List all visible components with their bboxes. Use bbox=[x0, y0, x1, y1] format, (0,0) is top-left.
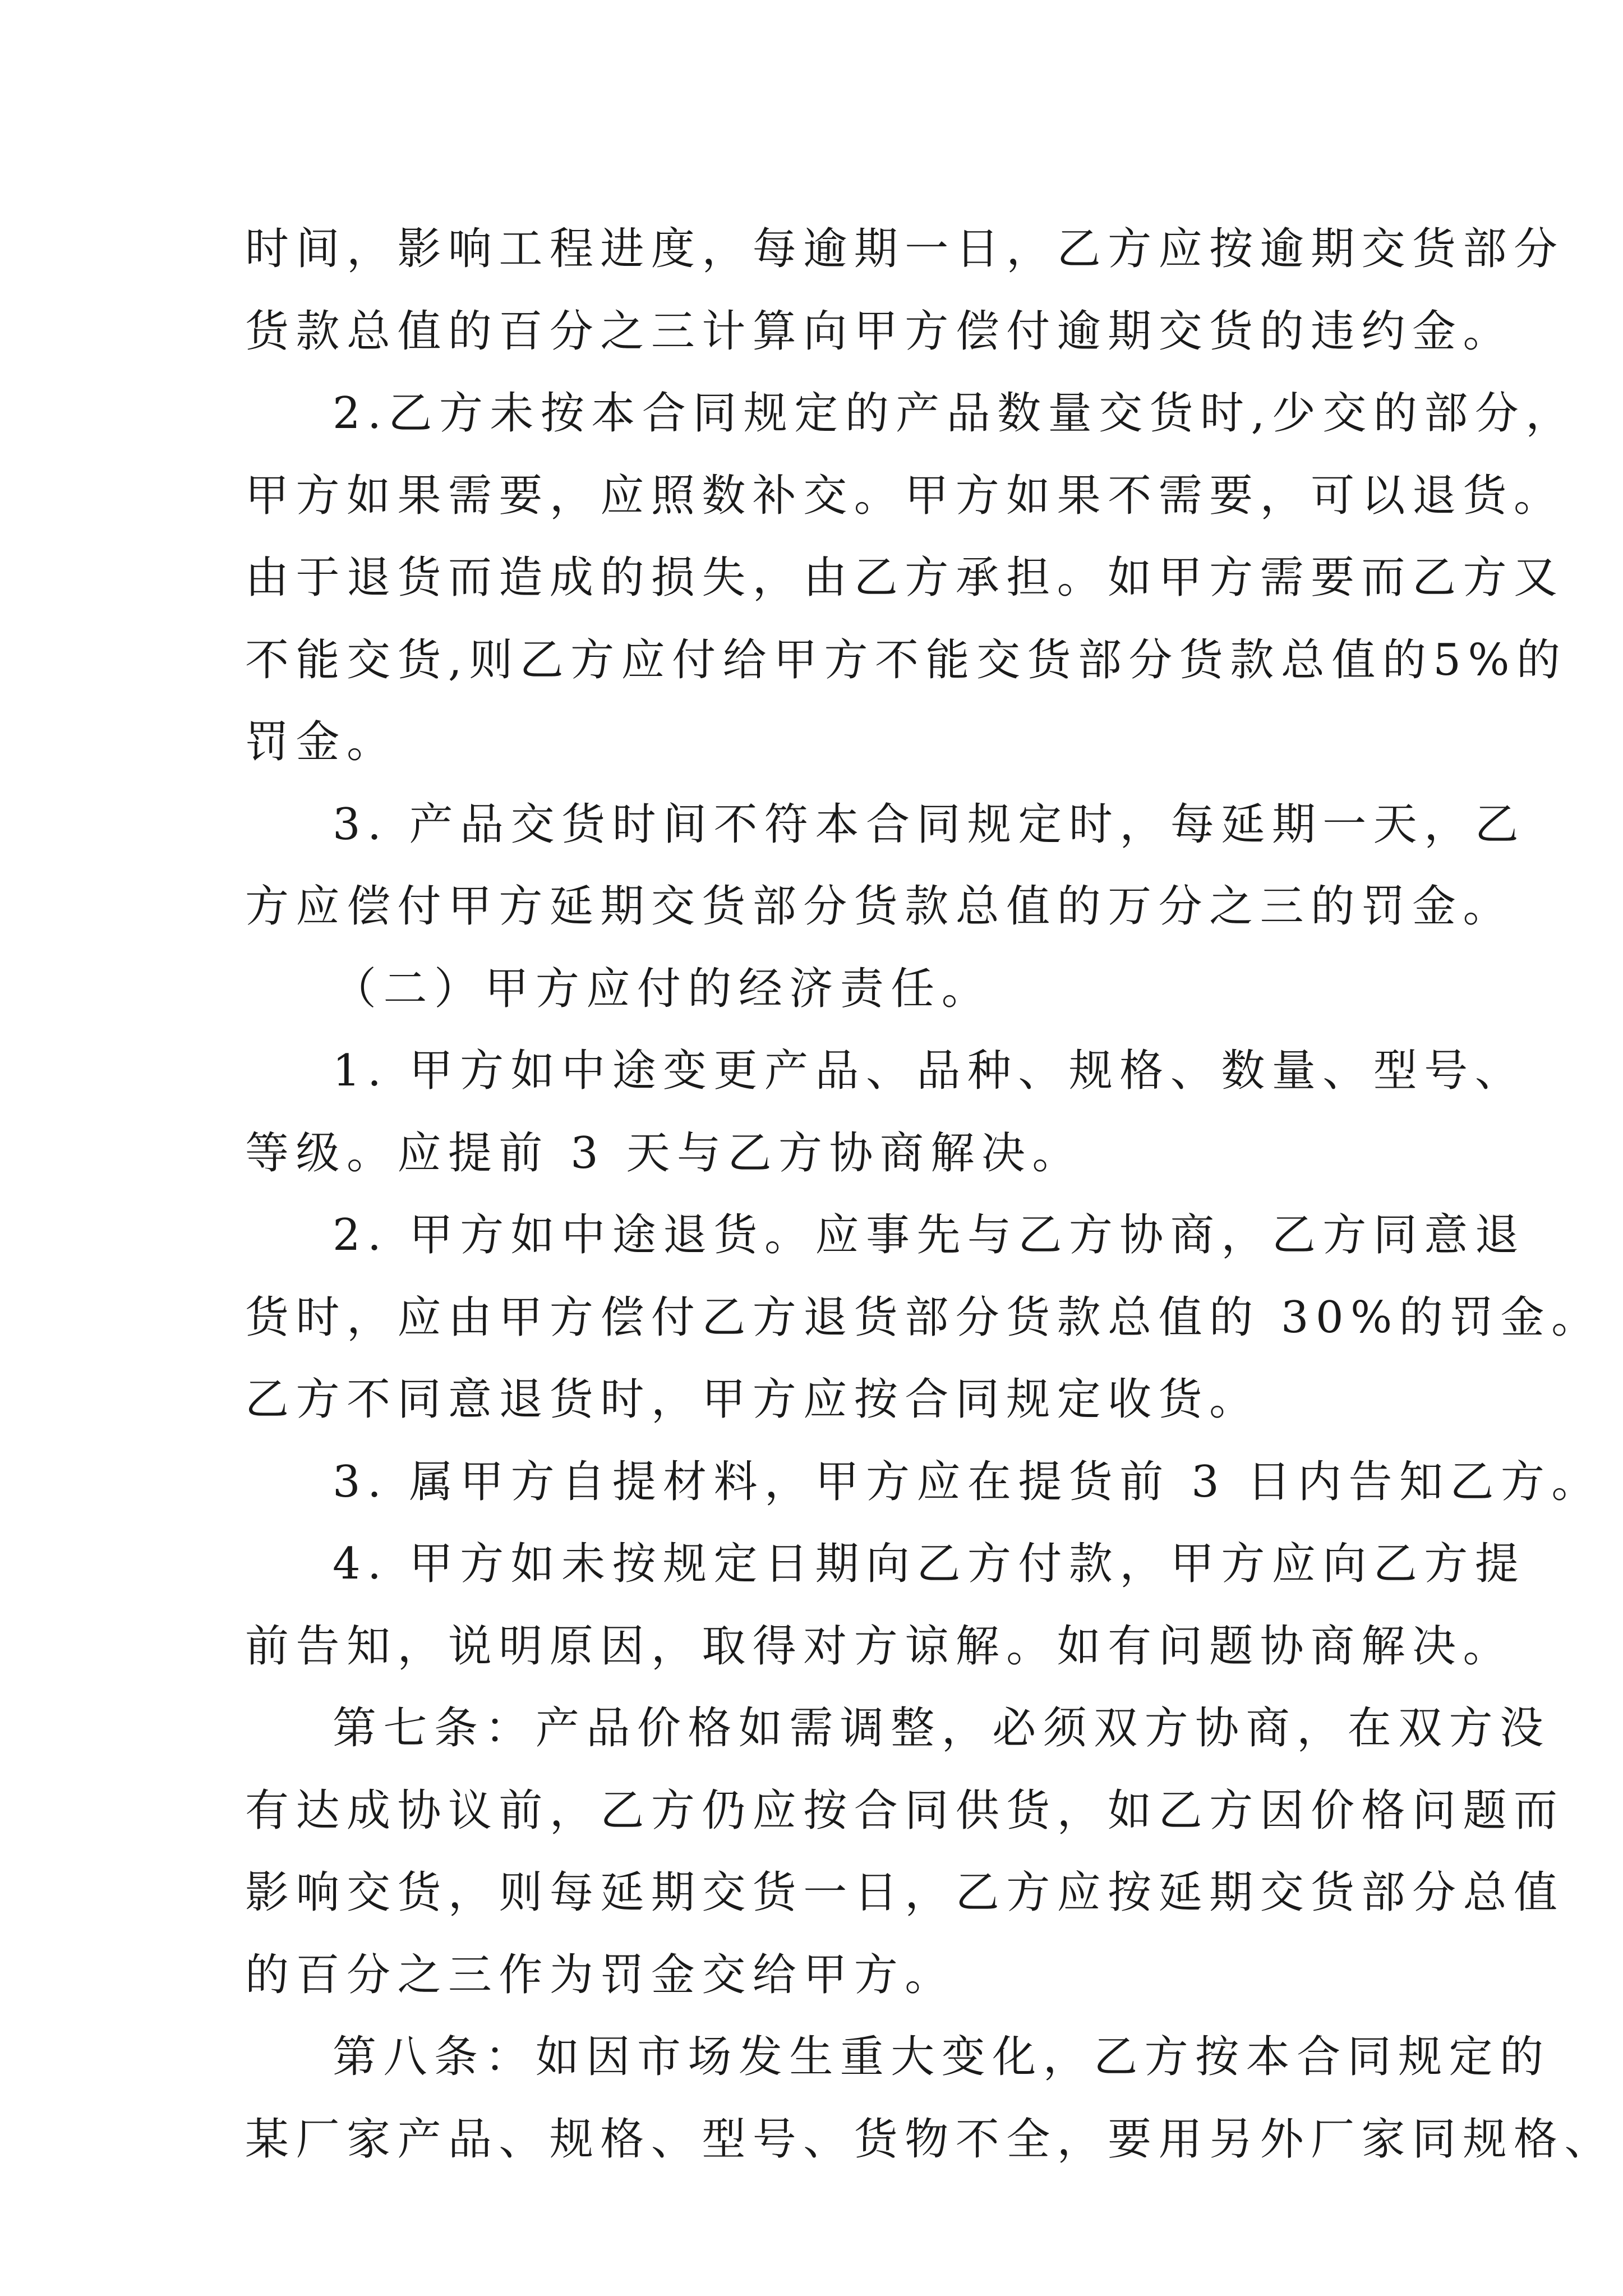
text-line: 等级。应提前 3 天与乙方协商解决。 bbox=[245, 1128, 1083, 1179]
section-heading: （二）甲方应付的经济责任。 bbox=[333, 963, 993, 1014]
text-line: 甲方如果需要，应照数补交。甲方如果不需要，可以退货。 bbox=[245, 470, 1565, 521]
text-line: 罚金。 bbox=[245, 717, 398, 767]
text-line: 第八条：如因市场发生重大变化，乙方按本合同规定的 bbox=[333, 2032, 1551, 2082]
text-line: 3. 产品交货时间不符本合同规定时，每延期一天，乙 bbox=[333, 799, 1526, 850]
text-line: 方应偿付甲方延期交货部分货款总值的万分之三的罚金。 bbox=[245, 881, 1514, 932]
text-line: 货时，应由甲方偿付乙方退货部分货款总值的 30%的罚金。 bbox=[245, 1292, 1602, 1343]
text-line: 货款总值的百分之三计算向甲方偿付逾期交货的违约金。 bbox=[245, 306, 1514, 357]
text-line: 前告知，说明原因，取得对方谅解。如有问题协商解决。 bbox=[245, 1621, 1514, 1672]
text-line: 3. 属甲方自提材料，甲方应在提货前 3 日内告知乙方。 bbox=[333, 1456, 1602, 1507]
text-line: 2.乙方未按本合同规定的产品数量交货时,少交的部分， bbox=[333, 388, 1576, 439]
text-line: 乙方不同意退货时，甲方应按合同规定收货。 bbox=[245, 1374, 1260, 1425]
text-line: 有达成协议前，乙方仍应按合同供货，如乙方因价格问题而 bbox=[245, 1785, 1565, 1836]
text-line: 影响交货，则每延期交货一日，乙方应按延期交货部分总值 bbox=[245, 1867, 1565, 1918]
text-line: 2. 甲方如中途退货。应事先与乙方协商，乙方同意退 bbox=[333, 1210, 1526, 1260]
text-line: 由于退货而造成的损失，由乙方承担。如甲方需要而乙方又 bbox=[245, 553, 1565, 603]
text-line: 1. 甲方如中途变更产品、品种、规格、数量、型号、 bbox=[333, 1046, 1526, 1096]
text-line: 时间，影响工程进度，每逾期一日，乙方应按逾期交货部分 bbox=[245, 224, 1565, 274]
document-body bbox=[245, 208, 1615, 2180]
text-line: 第七条：产品价格如需调整，必须双方协商，在双方没 bbox=[333, 1703, 1551, 1754]
text-line: 某厂家产品、规格、型号、货物不全，要用另外厂家同规格、 bbox=[245, 2114, 1615, 2165]
text-line: 4. 甲方如未按规定日期向乙方付款，甲方应向乙方提 bbox=[333, 1539, 1526, 1589]
text-block bbox=[245, 208, 1615, 2180]
text-line: 的百分之三作为罚金交给甲方。 bbox=[245, 1949, 956, 2000]
text-line: 不能交货,则乙方应付给甲方不能交货部分货款总值的5%的 bbox=[245, 634, 1567, 685]
